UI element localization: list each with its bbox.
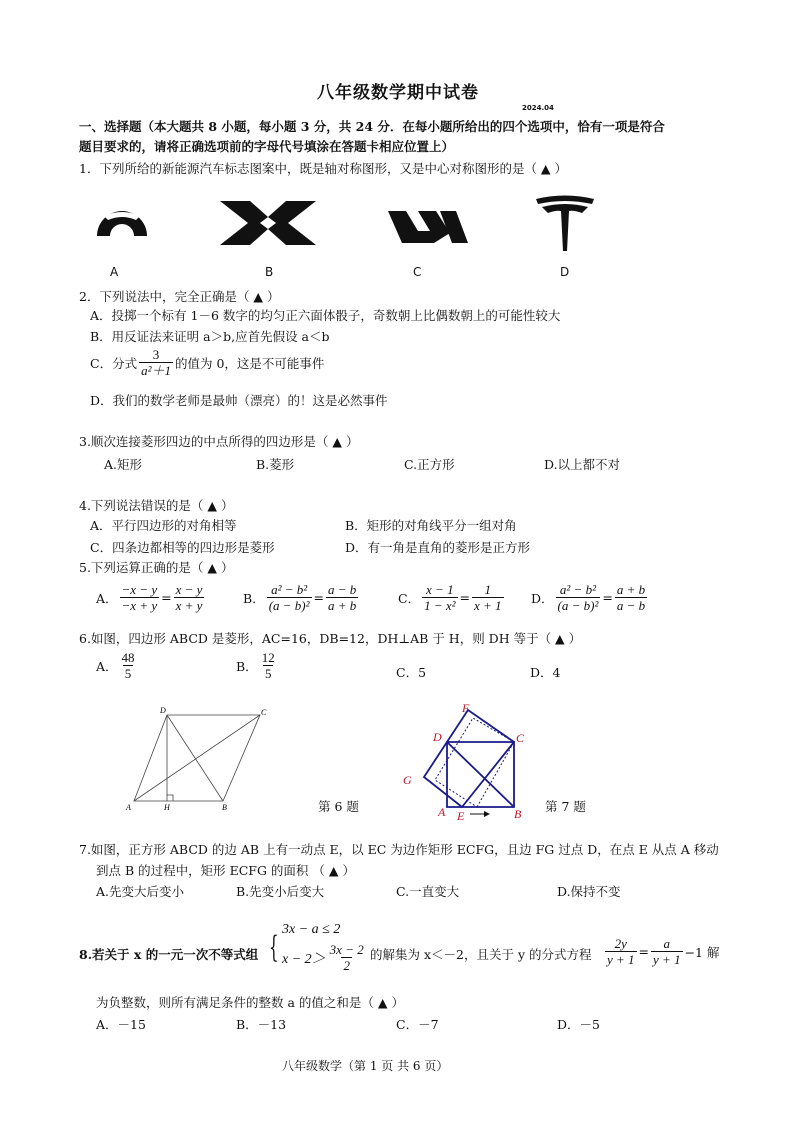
q2-c-numerator: 3 bbox=[152, 347, 160, 362]
q5-b-d1: (a − b)² bbox=[268, 598, 310, 613]
q6-a-fraction bbox=[120, 650, 137, 681]
q5-b-n2: a − b bbox=[328, 582, 357, 597]
q6-b-num: 12 bbox=[261, 650, 275, 665]
q5-c-label: C． bbox=[398, 590, 421, 606]
q8-option-b: B．－13 bbox=[236, 1017, 287, 1032]
q6-b-den: 5 bbox=[264, 666, 272, 681]
q8-ineq2-fraction bbox=[328, 942, 366, 973]
q8-eq-n1: 2y bbox=[614, 936, 627, 951]
fig6-label-a: A bbox=[126, 803, 131, 812]
section-heading-cont: 题目要求的，请将正确选项前的字母代号填涂在答题卡相应位置上） bbox=[79, 139, 455, 154]
q5-d-d2: a − b bbox=[616, 598, 646, 613]
arrow-head-icon bbox=[484, 811, 490, 817]
q6-a-num: 48 bbox=[121, 650, 135, 665]
q7-stem: 7.如图，正方形 ABCD 的边 AB 上有一动点 E，以 EC 为边作矩形 ECFG，且边 FG 过点 D，在点 E 从点 A 移动 bbox=[79, 842, 719, 857]
q3-option-b: B.菱形 bbox=[256, 457, 295, 472]
q5-c-n1: x − 1 bbox=[426, 582, 454, 597]
q5-c-lhs bbox=[422, 582, 457, 613]
right-angle-mark bbox=[167, 795, 173, 801]
q8-eq-d1: y + 1 bbox=[607, 952, 635, 967]
q5-d-label: D． bbox=[531, 590, 554, 606]
diagonal-db bbox=[447, 742, 514, 807]
q5-b-lhs bbox=[267, 582, 312, 613]
logo-a-icon bbox=[94, 192, 150, 242]
q5-option-d: D． $\frac{\text{a² − b²}}{\text{(a − b)²}}$ = $\frac{a + b}{a - b}$ bbox=[531, 582, 646, 613]
q8-option-c: C．－7 bbox=[396, 1017, 439, 1032]
q8-equation bbox=[603, 936, 719, 967]
q8-prefix: 8.若关于 x 的一元一次不等式组 bbox=[79, 947, 259, 962]
q6-option-b bbox=[236, 650, 279, 681]
q8-eq-sign: = bbox=[638, 944, 650, 959]
q5-b-label: B． bbox=[243, 590, 265, 606]
logo-b-icon bbox=[220, 201, 316, 245]
q8-ineq2-num: 3x − 2 bbox=[329, 942, 364, 957]
q5-d-n2: a + b bbox=[616, 582, 646, 597]
q5-d-rhs bbox=[615, 582, 647, 613]
q8-option-d: D．－5 bbox=[557, 1017, 600, 1032]
page-footer: 八年级数学（第 1 页 共 6 页） bbox=[282, 1059, 449, 1073]
q8-eq-d2: y + 1 bbox=[653, 952, 681, 967]
q8-ineq2-den: 2 bbox=[343, 958, 350, 973]
q7-option-a: A.先变大后变小 bbox=[96, 884, 185, 899]
logo-c-icon bbox=[388, 209, 468, 245]
q5-a-n1: −x − y bbox=[121, 582, 158, 597]
page-title: 八年级数学期中试卷 bbox=[317, 83, 479, 103]
q5-d-d1: (a − b)² bbox=[557, 598, 599, 613]
q2-option-d: D．我们的数学老师是最帅（漂亮）的！这是必然事件 bbox=[90, 393, 388, 408]
q1-label-a: A bbox=[110, 265, 119, 279]
q3-option-d: D.以上都不对 bbox=[544, 457, 621, 472]
q4-option-c: C．四条边都相等的四边形是菱形 bbox=[90, 540, 275, 555]
q8-eq-lhs bbox=[605, 936, 637, 967]
q5-a-label: A． bbox=[96, 590, 118, 606]
fig6-caption: 第 6 题 bbox=[318, 799, 359, 814]
q8-eq-rhs bbox=[651, 936, 683, 967]
q8-brace-icon: { bbox=[269, 930, 279, 965]
q4-stem: 4.下列说法错误的是（ ▲ ） bbox=[79, 498, 234, 513]
q2-option-c bbox=[90, 347, 324, 378]
q7-stem-cont: 到点 B 的过程中，矩形 ECFG 的面积 （ ▲ ） bbox=[96, 863, 355, 878]
section-heading: 一、选择题（本大题共 8 小题，每小题 3 分，共 24 分．在每小题所给出的四个选项中，恰有一项是符合 bbox=[79, 119, 665, 134]
q8-eq-n2: a bbox=[663, 936, 671, 951]
q2-stem: 2．下列说法中，完全正确是（ ▲ ） bbox=[79, 289, 280, 304]
q3-option-c: C.正方形 bbox=[404, 457, 455, 472]
q8-ineq2 bbox=[282, 942, 368, 973]
q7-figure-square bbox=[400, 700, 540, 825]
fig7-label-b: B bbox=[514, 807, 522, 821]
q2-c-suffix: 的值为 0，这是不可能事件 bbox=[174, 355, 325, 371]
fig6-label-h: H bbox=[164, 803, 170, 812]
q6-option-d: D．4 bbox=[530, 665, 561, 680]
q5-d-lhs bbox=[556, 582, 601, 613]
q6-figure-rhombus bbox=[120, 705, 280, 815]
q5-c-d2: x + 1 bbox=[474, 598, 502, 613]
fig7-label-c: C bbox=[516, 731, 525, 745]
q1-label-d: D bbox=[560, 265, 570, 279]
q5-a-lhs bbox=[120, 582, 160, 613]
q4-option-b: B．矩形的对角线平分一组对角 bbox=[345, 518, 517, 533]
q3-option-a: A.矩形 bbox=[104, 457, 143, 472]
q4-option-a: A．平行四边形的对角相等 bbox=[90, 518, 237, 533]
q2-option-a: A．投掷一个标有 1－6 数字的均匀正六面体骰子，奇数朝上比偶数朝上的可能性较大 bbox=[90, 308, 561, 323]
q8-option-a: A．－15 bbox=[96, 1017, 146, 1032]
diagonal-bd bbox=[167, 715, 223, 801]
logo-d-icon bbox=[534, 195, 596, 253]
fig7-label-f: F bbox=[462, 701, 470, 715]
q5-b-n1: a² − b² bbox=[271, 582, 308, 597]
q1-label-c: C bbox=[413, 265, 422, 279]
q2-c-prefix: C．分式 bbox=[90, 355, 138, 371]
q2-option-b: B．用反证法来证明 a＞b,应首先假设 a＜b bbox=[90, 329, 330, 344]
q1-stem: 1．下列所给的新能源汽车标志图案中，既是轴对称图形，又是中心对称图形的是（ ▲ ） bbox=[79, 161, 568, 176]
q2-c-denominator: a²＋1 bbox=[141, 363, 171, 378]
q6-a-den: 5 bbox=[124, 666, 132, 681]
q7-option-b: B.先变小后变大 bbox=[236, 884, 325, 899]
q5-a-n2: x − y bbox=[175, 582, 203, 597]
q8-middle: 的解集为 x＜－2，且关于 y 的分式方程 bbox=[370, 947, 592, 962]
q5-c-rhs bbox=[472, 582, 504, 613]
q5-option-c: C． $\frac{x - 1}{\text{1 − x²}}$ = $\frac{1}{x + 1}$ bbox=[398, 582, 502, 613]
q5-a-d1: −x + y bbox=[121, 598, 158, 613]
q1-label-b: B bbox=[265, 265, 274, 279]
q5-option-a: A． $\frac{-x - y}{-x + y}$ = $\frac{x - y}{x + y}$ bbox=[96, 582, 203, 613]
q8-ineq1: 3x − a ≤ 2 bbox=[282, 922, 341, 937]
fig6-label-c: C bbox=[261, 708, 267, 717]
q3-stem: 3.顺次连接菱形四边的中点所得的四边形是（ ▲ ） bbox=[79, 434, 359, 449]
fig7-caption: 第 7 题 bbox=[545, 799, 586, 814]
exam-date: 2024.04 bbox=[522, 104, 554, 112]
q4-option-d: D．有一角是直角的菱形是正方形 bbox=[345, 540, 531, 555]
q6-stem: 6.如图，四边形 ABCD 是菱形，AC=16，DB=12，DH⊥AB 于 H，则 DH 等于（ ▲ ） bbox=[79, 631, 582, 646]
q7-option-d: D.保持不变 bbox=[557, 884, 621, 899]
q5-d-n1: a² − b² bbox=[559, 582, 596, 597]
q5-a-rhs bbox=[174, 582, 205, 613]
fig7-label-d: D bbox=[433, 730, 442, 744]
q6-option-a bbox=[96, 650, 139, 681]
q8-line2: 为负整数，则所有满足条件的整数 a 的值之和是（ ▲ ） bbox=[96, 995, 404, 1010]
q5-a-d2: x + y bbox=[175, 598, 203, 613]
fig7-label-a: A bbox=[438, 805, 446, 819]
q6-b-fraction bbox=[260, 650, 277, 681]
q5-stem: 5.下列运算正确的是（ ▲ ） bbox=[79, 560, 234, 575]
fig7-label-g: G bbox=[403, 773, 412, 787]
q5-b-d2: a + b bbox=[328, 598, 357, 613]
q5-c-n2: 1 bbox=[484, 582, 492, 597]
q5-b-rhs bbox=[326, 582, 358, 613]
q6-option-c: C．5 bbox=[396, 665, 427, 680]
q8-ineq2-left: x − 2＞ bbox=[282, 951, 326, 967]
q5-c-d1: 1 − x² bbox=[424, 598, 456, 613]
fig6-label-d: D bbox=[160, 706, 166, 715]
q2-c-fraction bbox=[139, 347, 173, 378]
q8-eq-tail: −1 解 bbox=[684, 944, 720, 960]
fig7-label-e: E bbox=[457, 809, 465, 823]
q6-b-label: B． bbox=[236, 658, 258, 674]
q7-option-c: C.一直变大 bbox=[396, 884, 460, 899]
fig6-label-b: B bbox=[222, 803, 227, 812]
q6-a-label: A． bbox=[96, 658, 118, 674]
q5-option-b: B． $\frac{\text{a² − b²}}{\text{(a − b)²}}$ = $\frac{a - b}{a + b}$ bbox=[243, 582, 357, 613]
